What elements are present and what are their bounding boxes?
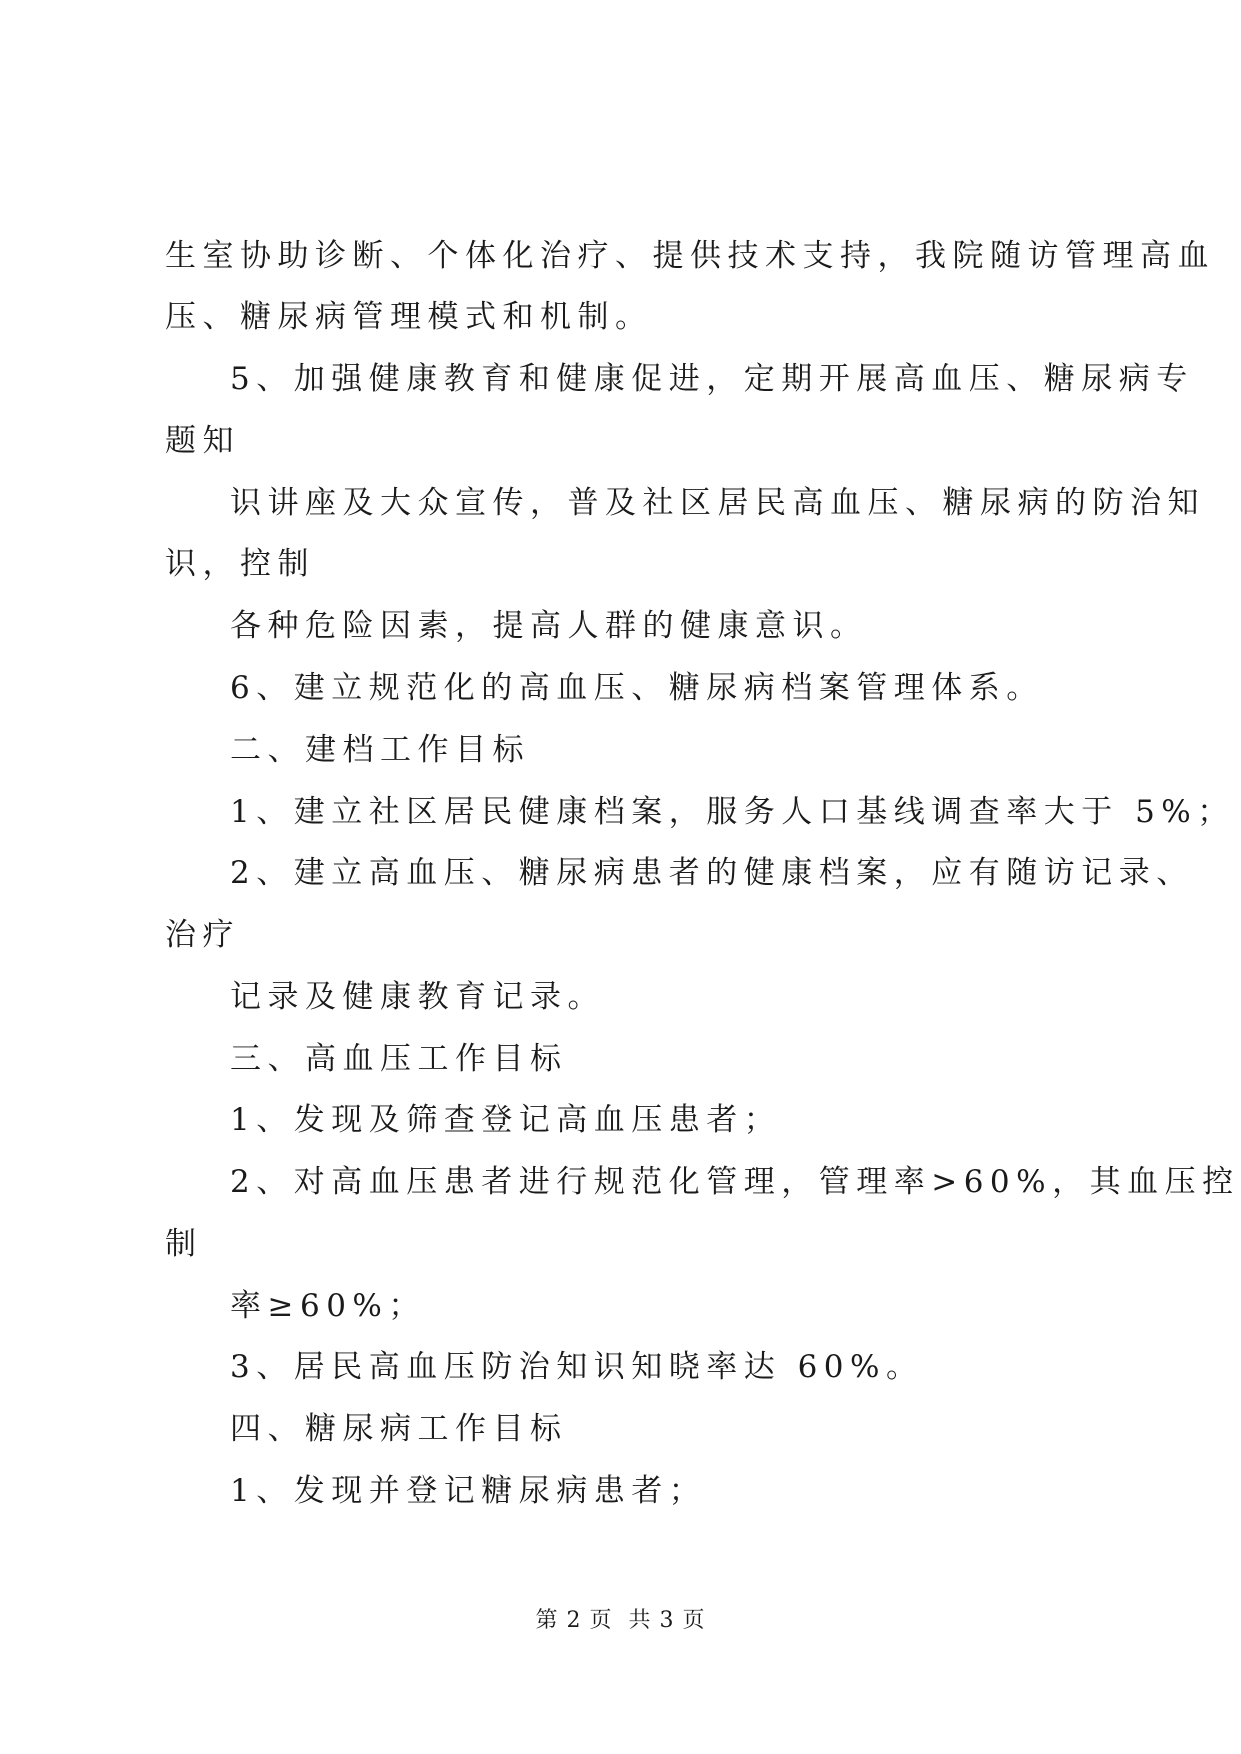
text-line: 6、建立规范化的高血压、糖尿病档案管理体系。	[230, 670, 1044, 706]
text-line: 生室协助诊断、个体化治疗、提供技术支持，我院随访管理高血	[165, 238, 1215, 274]
text-line: 题知	[165, 423, 240, 459]
section-heading: 二、建档工作目标	[230, 732, 530, 768]
page-total: 共 3 页	[628, 1608, 706, 1633]
text-line: 识，控制	[165, 546, 315, 582]
text-line: 1、建立社区居民健康档案，服务人口基线调查率大于 5%；	[230, 794, 1235, 830]
page-number: 第 2 页	[535, 1608, 613, 1633]
text-line: 3、居民高血压防治知识知晓率达 60%。	[230, 1349, 924, 1385]
text-line: 压、糖尿病管理模式和机制。	[165, 299, 653, 335]
text-line: 制	[165, 1226, 203, 1262]
text-line: 5、加强健康教育和健康促进，定期开展高血压、糖尿病专	[230, 361, 1194, 397]
text-line: 2、对高血压患者进行规范化管理，管理率>60%，其血压控	[230, 1164, 1240, 1200]
text-line: 记录及健康教育记录。	[230, 979, 605, 1015]
text-line: 1、发现并登记糖尿病患者；	[230, 1473, 707, 1509]
section-heading: 四、糖尿病工作目标	[230, 1411, 568, 1447]
text-line: 1、发现及筛查登记高血压患者；	[230, 1102, 782, 1138]
section-heading: 三、高血压工作目标	[230, 1041, 568, 1077]
text-line: 治疗	[165, 917, 240, 953]
text-line: 各种危险因素，提高人群的健康意识。	[230, 608, 868, 644]
page-footer	[0, 1606, 1241, 1636]
text-line: 率≥60%；	[230, 1288, 426, 1324]
text-line: 2、建立高血压、糖尿病患者的健康档案，应有随访记录、	[230, 855, 1194, 891]
text-line: 识讲座及大众宣传，普及社区居民高血压、糖尿病的防治知	[230, 485, 1205, 521]
